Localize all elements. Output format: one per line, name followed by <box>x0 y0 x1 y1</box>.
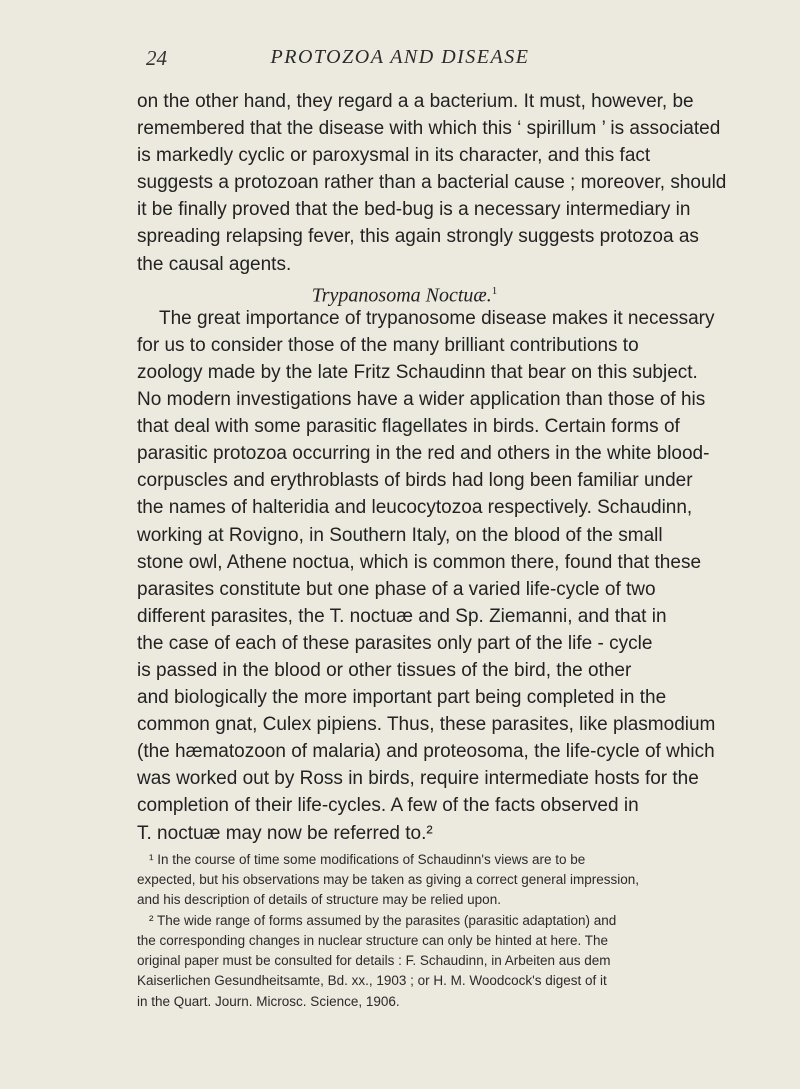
text-line: the names of halteridia and leucocytozoa respectively. Schaudinn, <box>137 497 693 519</box>
text-line: completion of their life-cycles. A few of the facts observed in <box>137 795 639 817</box>
page-number: 24 <box>146 46 167 70</box>
footnote-reference: 1 <box>491 284 498 297</box>
text-line: corpuscles and erythroblasts of birds had long been familiar under <box>137 470 693 492</box>
footnote-line: ² The wide range of forms assumed by the parasites (parasitic adaptation) and <box>149 912 617 928</box>
footnote-2 <box>137 911 672 1012</box>
text-line: (the hæmatozoon of malaria) and proteosoma, the life-cycle of which <box>137 741 715 763</box>
text-line: was worked out by Ross in birds, require intermediate hosts for the <box>137 768 699 790</box>
text-line: on the other hand, they regard a a bacterium. It must, however, be <box>137 91 694 112</box>
body-text <box>137 88 727 1012</box>
text-line: that deal with some parasitic flagellates in birds. Certain forms of <box>137 416 680 438</box>
section-heading-text: Trypanosoma Noctuæ. <box>311 284 492 307</box>
paragraph-2 <box>137 305 716 847</box>
section-heading <box>137 278 672 305</box>
text-line: it be finally proved that the bed-bug is a necessary intermediary in <box>137 199 691 221</box>
text-line: the case of each of these parasites only part of the life - cycle <box>137 632 653 654</box>
text-line: is markedly cyclic or paroxysmal in its character, and this fact <box>137 145 651 167</box>
footnote-line: ¹ In the course of time some modifications of Schaudinn's views are to be <box>149 851 586 867</box>
paragraph-1 <box>137 88 727 278</box>
text-line: different parasites, the T. noctuæ and Sp. Ziemanni, and that in <box>137 605 667 627</box>
text-line: parasitic protozoa occurring in the red and others in the white blood- <box>137 443 710 465</box>
running-title: PROTOZOA AND DISEASE <box>270 46 530 68</box>
footnote-line: and his description of details of structure may be relied upon. <box>137 892 501 908</box>
text-line: the causal agents. <box>137 253 292 275</box>
text-line: T. noctuæ may now be referred to.² <box>137 822 433 844</box>
text-line: zoology made by the late Fritz Schaudinn that bear on this subject. <box>137 361 698 383</box>
footnote-line: in the Quart. Journ. Microsc. Science, 1906. <box>137 993 400 1009</box>
page-header <box>0 46 800 74</box>
footnote-line: original paper must be consulted for details : F. Schaudinn, in Arbeiten aus dem <box>137 953 611 969</box>
text-line: common gnat, Culex pipiens. Thus, these parasites, like plasmodium <box>137 714 716 736</box>
text-line: is passed in the blood or other tissues of the bird, the other <box>137 659 632 681</box>
text-line: The great importance of trypanosome disease makes it necessary <box>159 307 715 329</box>
text-line: and biologically the more important part being completed in the <box>137 687 667 709</box>
text-line: stone owl, Athene noctua, which is common there, found that these <box>137 551 702 573</box>
text-line: spreading relapsing fever, this again strongly suggests protozoa as <box>137 226 699 248</box>
text-line: for us to consider those of the many brilliant contributions to <box>137 334 639 356</box>
footnote-line: Kaiserlichen Gesundheitsamte, Bd. xx., 1903 ; or H. M. Woodcock's digest of it <box>137 973 607 989</box>
text-line: suggests a protozoan rather than a bacterial cause ; moreover, should <box>137 172 727 194</box>
text-line: No modern investigations have a wider application than those of his <box>137 389 706 411</box>
text-line: working at Rovigno, in Southern Italy, on the blood of the small <box>137 524 663 546</box>
text-line: parasites constitute but one phase of a varied life-cycle of two <box>137 578 656 600</box>
text-line: remembered that the disease with which this ‘ spirillum ’ is associated <box>137 118 721 140</box>
footnote-line: the corresponding changes in nuclear structure can only be hinted at here. The <box>137 932 609 948</box>
footnote-line: expected, but his observations may be taken as giving a correct general impression, <box>137 871 640 887</box>
footnote-1 <box>137 850 672 911</box>
